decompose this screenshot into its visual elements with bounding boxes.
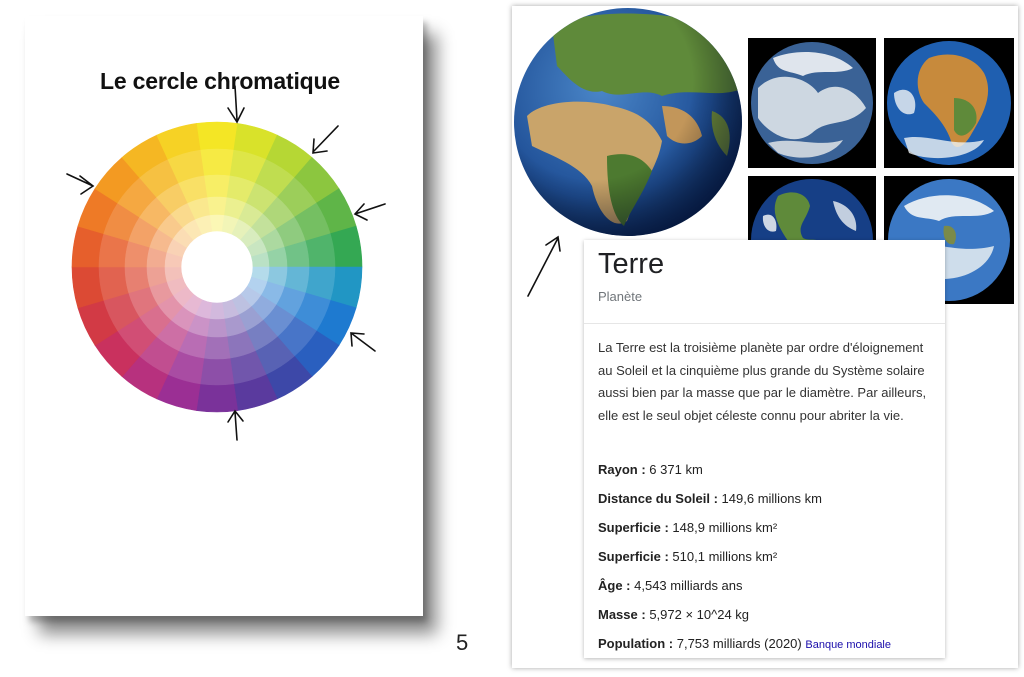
fact-value: 149,6 millions km: [721, 491, 822, 506]
arrow-top: [228, 86, 244, 122]
fact-value: 510,1 millions km²: [672, 549, 778, 564]
earth-main-image[interactable]: [512, 6, 752, 246]
arrow-left: [67, 174, 93, 194]
source-link[interactable]: Banque mondiale: [805, 639, 891, 651]
wheel-segment: [200, 149, 234, 176]
arrow-bottom: [228, 411, 243, 440]
fact-value: 6 371 km: [649, 462, 703, 477]
earth-thumb-clouds[interactable]: [748, 38, 876, 168]
wheel-segment: [196, 122, 237, 150]
arrow-upper-right: [313, 126, 338, 153]
fact-distance-soleil: [598, 491, 822, 506]
arrow-right: [355, 204, 385, 220]
fact-value: 7,753 milliards (2020): [676, 636, 802, 651]
wheel-center: [183, 233, 251, 301]
fact-label: Superficie :: [598, 520, 669, 535]
fact-label: Population :: [598, 636, 674, 651]
earth-thumb-africa[interactable]: [884, 38, 1014, 168]
earth-info-card: [584, 240, 945, 658]
fact-masse: [598, 607, 749, 622]
fact-value: 4,543 milliards ans: [634, 578, 743, 593]
fact-label: Distance du Soleil :: [598, 491, 718, 506]
wheel-segment: [204, 175, 230, 198]
fact-value: 5,972 × 10^24 kg: [649, 607, 750, 622]
entity-title: Terre: [598, 248, 665, 280]
wheel-segment: [196, 384, 237, 412]
fact-superficie-2: [598, 549, 777, 564]
entity-description: La Terre est la troisième planète par ordre d'éloignement au Soleil et la cinquième plus grande du Système solaire aussi bien par la masse que par le diamètre. Par ailleurs, elle est le seul objet céleste connu pour abriter la vie.: [598, 340, 927, 423]
page-number: 5: [456, 630, 469, 655]
wheel-segment: [207, 197, 227, 216]
entity-subtitle: Planète: [598, 289, 643, 304]
fact-population: [598, 636, 891, 651]
page-title: Le cercle chromatique: [100, 68, 340, 94]
fact-superficie-1: [598, 520, 777, 535]
divider: [584, 323, 945, 324]
color-wheel: [25, 16, 423, 616]
wheel-segment: [204, 336, 230, 359]
sketch-arrow-earth: [520, 228, 580, 308]
fact-label: Âge :: [598, 578, 631, 593]
earth-shading: [514, 8, 742, 236]
fact-age: [598, 578, 743, 593]
color-wheel-page: [25, 16, 423, 616]
arrow-lower-right: [351, 333, 375, 351]
fact-label: Masse :: [598, 607, 646, 622]
fact-rayon: [598, 462, 703, 477]
fact-label: Superficie :: [598, 549, 669, 564]
wheel-segment: [200, 358, 234, 385]
wheel-segment: [207, 318, 227, 337]
fact-label: Rayon :: [598, 462, 646, 477]
fact-value: 148,9 millions km²: [672, 520, 778, 535]
